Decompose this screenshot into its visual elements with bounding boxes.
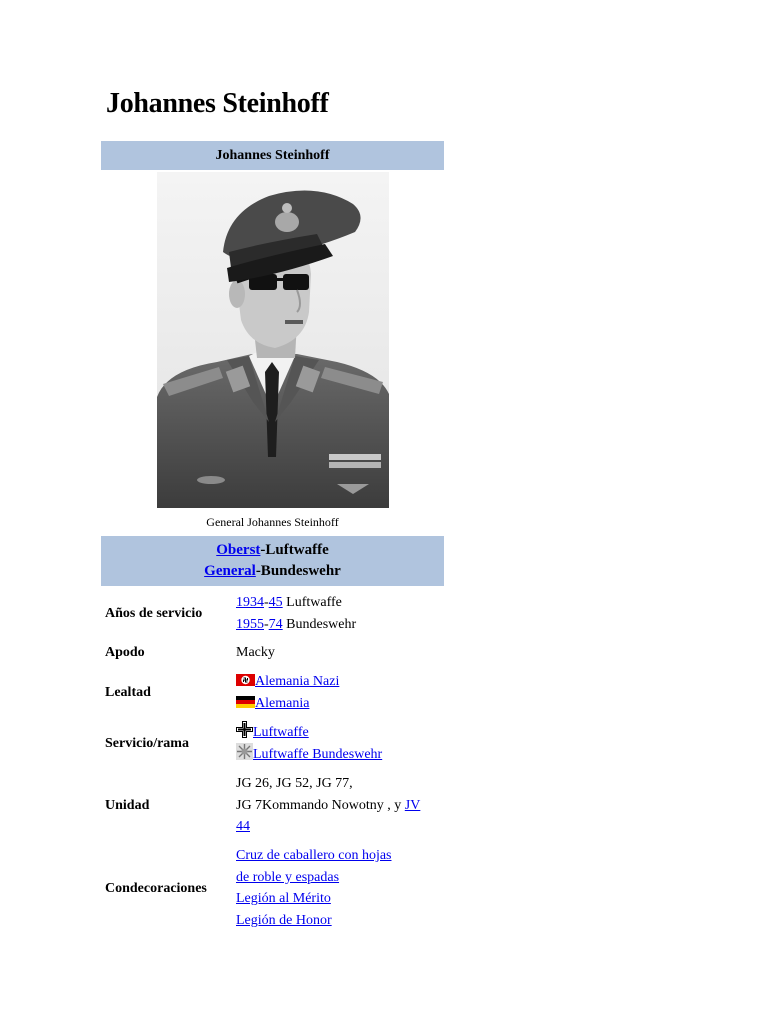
- page-title: Johannes Steinhoff: [106, 88, 329, 119]
- service-1-text: Luftwaffe: [282, 595, 342, 610]
- unit-44-link[interactable]: 44: [236, 819, 250, 835]
- unit-text-1: JG 26, JG 52, JG 77,: [236, 775, 353, 791]
- row-label: Unidad: [105, 797, 150, 813]
- infobox-header: Johannes Steinhoff: [101, 141, 444, 170]
- decoration-legion-of-merit-link[interactable]: Legión al Mérito: [236, 891, 331, 907]
- row-value: [232, 668, 444, 717]
- allegiance-germany-link[interactable]: Alemania: [255, 695, 310, 711]
- decoration-legion-of-honour-link[interactable]: Legión de Honor: [236, 912, 332, 928]
- infobox: [101, 141, 444, 935]
- row-nickname: [101, 638, 444, 668]
- year-45-link[interactable]: 45: [268, 595, 283, 610]
- row-allegiance: [101, 668, 444, 717]
- allegiance-nazi-germany-link[interactable]: Alemania Nazi: [255, 674, 340, 690]
- rank-1-text: -Luftwaffe: [260, 542, 329, 558]
- infobox-table: [101, 589, 444, 935]
- rank-line-1: [216, 540, 329, 561]
- rank-general-link[interactable]: General: [204, 563, 256, 579]
- portrait-photo: [157, 172, 389, 508]
- nazi-germany-flag-icon: [236, 674, 255, 686]
- year-74-link[interactable]: 74: [268, 616, 283, 632]
- nickname-value: Macky: [236, 645, 275, 661]
- service-2-text: Bundeswehr: [282, 616, 357, 632]
- germany-flag-icon: [236, 696, 255, 708]
- photo-caption: General Johannes Steinhoff: [206, 515, 339, 529]
- row-value: [232, 769, 444, 841]
- row-label: Años de servicio: [105, 605, 203, 621]
- bundeswehr-emblem-icon: [236, 743, 253, 760]
- row-value: [232, 717, 444, 769]
- photo-container: [101, 172, 444, 508]
- year-separator: -: [264, 595, 269, 610]
- row-unit: [101, 769, 444, 841]
- row-branch: [101, 717, 444, 769]
- balkenkreuz-icon: [236, 721, 253, 738]
- row-label: Servicio/rama: [105, 735, 189, 751]
- year-1955-link[interactable]: 1955: [236, 616, 264, 632]
- row-value: [232, 589, 444, 638]
- decoration-knights-cross-link[interactable]: Cruz de caballero con hojas: [236, 848, 392, 864]
- rank-box: [101, 536, 444, 586]
- rank-oberst-link[interactable]: Oberst: [216, 542, 261, 558]
- row-value: [232, 841, 444, 935]
- year-1934-link[interactable]: 1934: [236, 595, 264, 610]
- row-service-years: [101, 589, 444, 638]
- unit-text-2: JG 7Kommando Nowotny , y: [236, 797, 405, 813]
- year-separator: -: [264, 616, 269, 632]
- rank-line-2: [204, 561, 341, 582]
- branch-luftwaffe-link[interactable]: Luftwaffe: [253, 724, 309, 740]
- decoration-knights-cross-link-cont[interactable]: de roble y espadas: [236, 869, 340, 885]
- branch-luftwaffe-bundeswehr-link[interactable]: Luftwaffe Bundeswehr: [253, 747, 383, 763]
- row-decorations: [101, 841, 444, 935]
- row-label: Apodo: [105, 645, 145, 661]
- unit-jv-link[interactable]: JV: [404, 797, 421, 813]
- row-label: Lealtad: [105, 684, 151, 700]
- row-label: Condecoraciones: [105, 880, 207, 896]
- rank-2-text: -Bundeswehr: [255, 563, 341, 579]
